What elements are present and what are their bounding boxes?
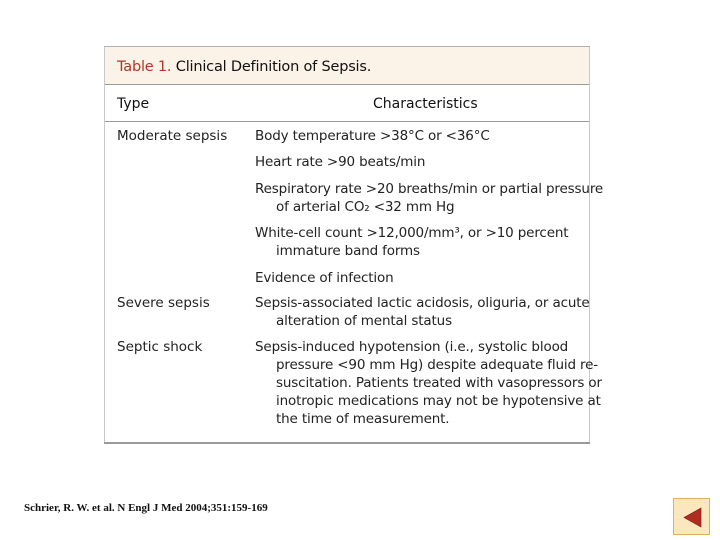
sepsis-table: [104, 46, 604, 442]
table-bottom-rule: [104, 442, 590, 444]
back-arrow-icon: [674, 499, 711, 536]
characteristic-line: Sepsis-induced hypotension (i.e., systolic blood: [255, 339, 569, 355]
row-type-severe-sepsis: Severe sepsis: [117, 295, 210, 311]
characteristic-item: [255, 153, 585, 171]
characteristic-line: alteration of mental status: [276, 313, 452, 329]
table-title-bar: [105, 47, 589, 85]
characteristic-line: Sepsis-associated lactic acidosis, oliguria, or acute: [255, 295, 590, 311]
characteristic-line: the time of measurement.: [276, 411, 450, 427]
characteristic-line: of arterial CO₂ <32 mm Hg: [276, 199, 455, 215]
header-characteristics: Characteristics: [373, 96, 478, 112]
characteristic-item: [255, 338, 602, 428]
characteristic-item: [255, 180, 604, 216]
characteristic-line: Heart rate >90 beats/min: [255, 154, 426, 170]
row-type-moderate-sepsis: Moderate sepsis: [117, 128, 228, 144]
characteristic-line: pressure <90 mm Hg) despite adequate fluid re-: [276, 357, 599, 373]
characteristic-item: [255, 224, 585, 260]
table-title: [117, 59, 371, 75]
back-button[interactable]: [673, 498, 710, 535]
citation: Schrier, R. W. et al. N Engl J Med 2004;351:159-169: [24, 502, 268, 514]
characteristic-line: immature band forms: [276, 243, 420, 259]
table-caption: Clinical Definition of Sepsis.: [175, 59, 372, 75]
characteristic-line: suscitation. Patients treated with vasopressors or: [276, 375, 602, 391]
characteristic-line: inotropic medications may not be hypotensive at: [276, 393, 601, 409]
row-type-septic-shock: Septic shock: [117, 339, 203, 355]
characteristic-line: Respiratory rate >20 breaths/min or partial pressure: [255, 181, 604, 197]
characteristic-line: Evidence of infection: [255, 270, 394, 286]
characteristic-line: White-cell count >12,000/mm³, or >10 percent: [255, 225, 569, 241]
header-divider: [105, 121, 589, 122]
characteristic-item: [255, 269, 585, 287]
table-label: Table 1.: [117, 59, 172, 75]
header-type: Type: [117, 96, 150, 112]
characteristic-item: [255, 127, 585, 145]
characteristic-line: Body temperature >38°C or <36°C: [255, 128, 490, 144]
characteristic-item: [255, 294, 590, 330]
